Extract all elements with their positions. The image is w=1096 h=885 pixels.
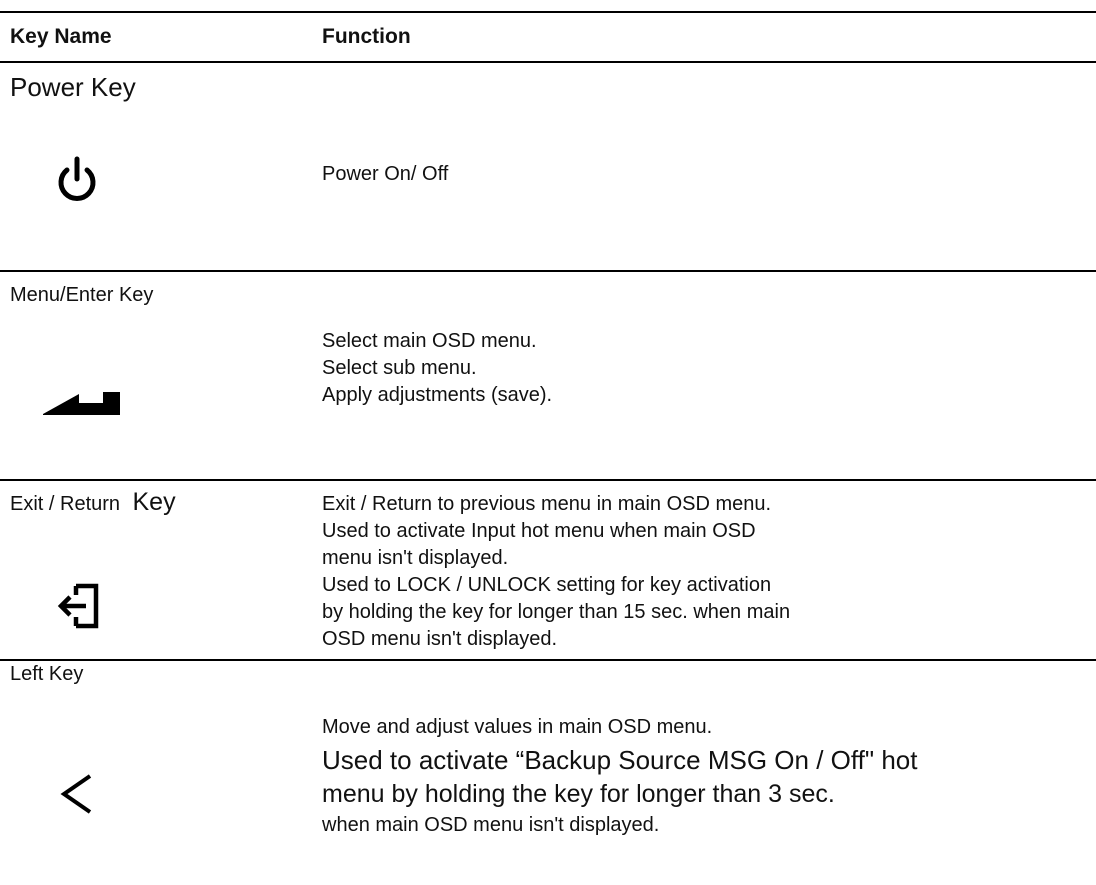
function-line: Apply adjustments (save). xyxy=(322,384,553,406)
function-line: by holding the key for longer than 15 sec. when main xyxy=(322,601,791,623)
function-left xyxy=(322,712,917,840)
enter-key-icon xyxy=(43,388,125,421)
column-header-key-name: Key Name xyxy=(10,25,112,48)
key-name-exit-return xyxy=(10,488,176,517)
row-rule xyxy=(0,659,1096,661)
function-line: Move and adjust values in main OSD menu. xyxy=(322,716,713,738)
exit-return-icon xyxy=(56,582,108,635)
function-exit-return xyxy=(322,491,790,653)
key-name-prefix: Exit / Return xyxy=(10,493,121,515)
key-name-power: Power Key xyxy=(10,72,136,102)
function-line: Used to activate “Backup Source MSG On / Off" hot xyxy=(322,745,918,775)
row-rule xyxy=(0,270,1096,272)
function-line: Select main OSD menu. xyxy=(322,330,537,352)
function-line: Select sub menu. xyxy=(322,357,477,379)
function-line: menu by holding the key for longer than 3 sec. xyxy=(322,780,835,808)
function-line: when main OSD menu isn't displayed. xyxy=(322,814,660,836)
row-rule xyxy=(0,479,1096,481)
function-line: menu isn't displayed. xyxy=(322,547,509,569)
key-name-suffix: Key xyxy=(132,488,176,516)
power-icon xyxy=(52,155,102,210)
key-name-menu-enter: Menu/Enter Key xyxy=(10,284,154,306)
function-menu-enter xyxy=(322,328,552,409)
function-line: Exit / Return to previous menu in main OSD menu. xyxy=(322,493,772,515)
function-power xyxy=(322,161,448,188)
function-line: Used to activate Input hot menu when main OSD xyxy=(322,520,756,542)
function-line: Power On/ Off xyxy=(322,163,449,185)
column-header-function: Function xyxy=(322,25,411,48)
function-line: OSD menu isn't displayed. xyxy=(322,628,558,650)
table-top-rule xyxy=(0,11,1096,13)
chevron-left-icon xyxy=(56,770,96,823)
header-rule xyxy=(0,61,1096,63)
function-line: Used to LOCK / UNLOCK setting for key activation xyxy=(322,574,772,596)
key-name-left: Left Key xyxy=(10,663,84,685)
